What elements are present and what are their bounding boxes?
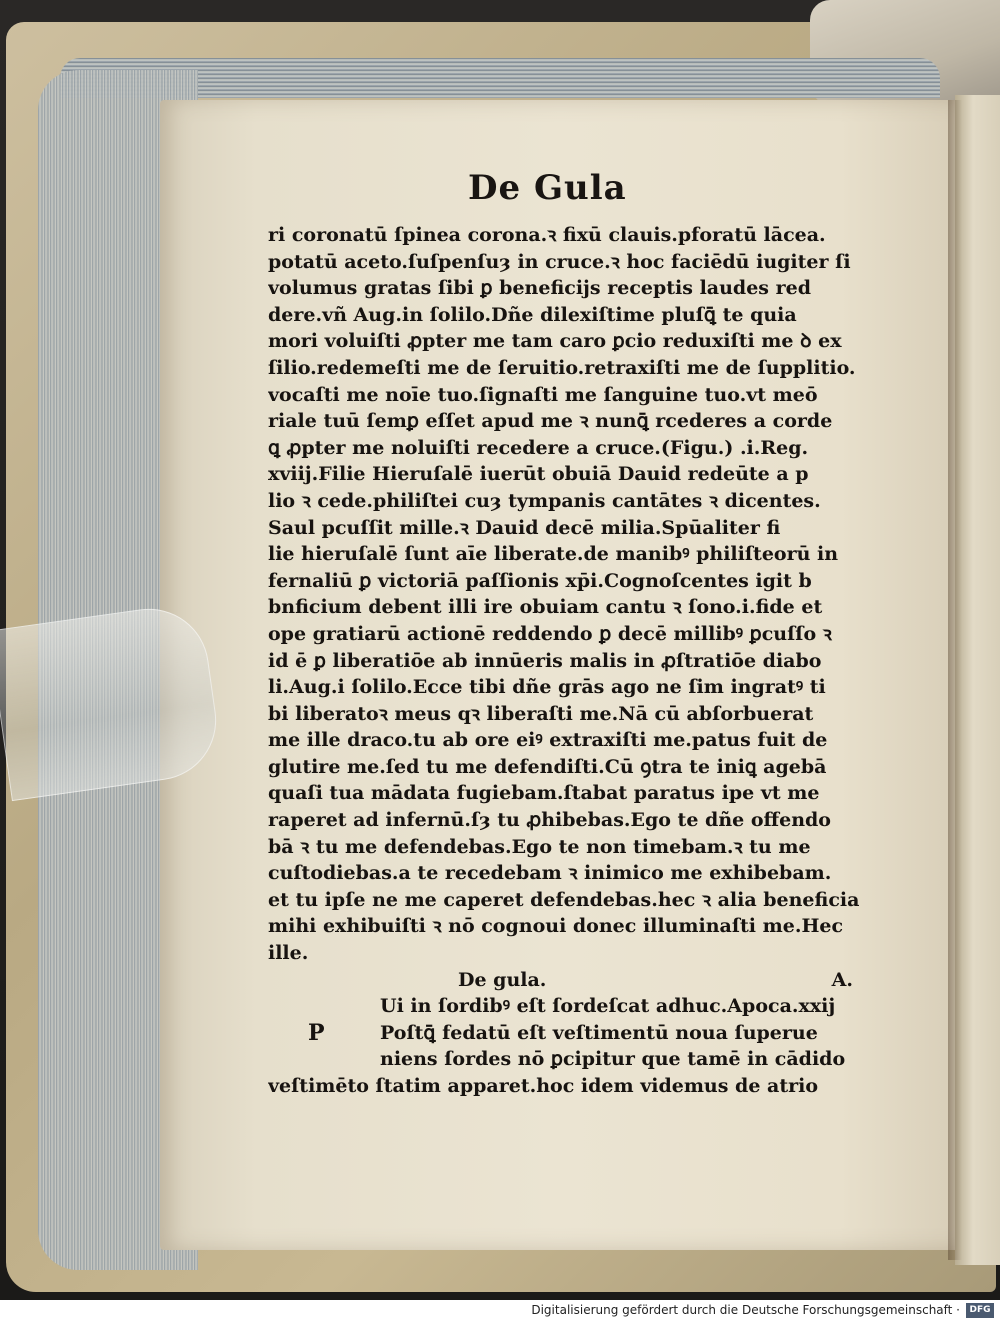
page-text xyxy=(268,222,873,1100)
text-line: volumus gratas ſibi ꝑ beneficijs receptis laudes red xyxy=(268,277,811,300)
text-line: bā ꝛ tu me defendebas.Ego te non timebam.ꝛ tu me xyxy=(268,835,811,858)
text-line: glutire me.ſed tu me defendiſti.Cū ꝯtra te iniꝗ agebā xyxy=(268,755,827,778)
text-line: bnficium debent illi ire obuiam cantu ꝛ ſono.i.fide et xyxy=(268,596,823,619)
text-line: ope gratiarū actionē reddendo ꝑ decē millibꝰ ꝑcuſſo ꝛ xyxy=(268,622,832,645)
text-line: fernaliū ꝑ victoriā paſſionis xp̄i.Cognoſcentes igit b xyxy=(268,569,812,592)
text-line: vocaſti me noīe tuo.ſignaſti me ſanguine tuo.vt meō xyxy=(268,383,818,406)
section-marker: A. xyxy=(831,968,853,991)
text-line: id ē ꝑ liberatiōe ab innūeris malis in ꝓſtratiōe diabo xyxy=(268,649,822,672)
text-line: dere.vñ Aug.in ſolilo.Dñe dilexiſtime pluſꝗ̄ te quia xyxy=(268,303,797,326)
text-line: quaſi tua mādata fugiebam.ſtabat paratus ipe vt me xyxy=(268,782,820,805)
text-line: lie hieruſalē ſunt aīe liberate.de manibꝰ philiſteorū in xyxy=(268,543,839,566)
running-head: De Gula xyxy=(468,168,627,208)
text-line: li.Aug.i ſolilo.Ecce tibi dñe grās ago ne ſim ingratꝰ ti xyxy=(268,676,826,699)
section-line xyxy=(268,1020,873,1047)
text-line: cuſtodiebas.a te recedebam ꝛ inimico me exhibebam. xyxy=(268,862,832,885)
text-line: ꝗ ꝓpter me noluiſti recedere a cruce.(Figu.) .i.Reg. xyxy=(268,436,809,459)
text-line: Saul pcuſſit mille.ꝛ Dauid decē milia.Spūaliter fi xyxy=(268,516,781,539)
text-line: raperet ad infernū.ſȝ tu ꝓhibebas.Ego te dñe offendo xyxy=(268,809,831,832)
main-text-lines xyxy=(268,222,873,967)
text-line: ille. xyxy=(268,942,309,965)
text-line: potatū aceto.ſuſpenſuȝ in cruce.ꝛ hoc faciēdū iugiter ſi xyxy=(268,250,851,273)
text-line: ri coronatū ſpinea corona.ꝛ fixū clauis.pforatū lācea. xyxy=(268,224,826,246)
initial-letter: P xyxy=(308,1019,325,1046)
text-line: mori voluiſti ꝓpter me tam caro ꝑcio reduxiſti me ꝺ ex xyxy=(268,330,842,353)
footer-credit: Digitalisierung gefördert durch die Deutsche Forschungsgemeinschaft · xyxy=(531,1303,960,1317)
section-title: De gula. xyxy=(458,968,547,991)
section-line: niens ſordes nō ꝑcipitur que tamē in cādido xyxy=(380,1048,846,1071)
section-line-text: Poſtꝗ̄ fedatū eſt veſtimentū noua ſuperue xyxy=(380,1021,818,1044)
section-line: Ui in ſordibꝰ eſt ſordeſcat adhuc.Apoca.xxij xyxy=(380,995,836,1018)
text-line: mihi exhibuiſti ꝛ nō cognoui donec illuminaſti me.Hec xyxy=(268,915,844,938)
text-line: riale tuū ſemꝑ eſſet apud me ꝛ nunꝗ̄ rcederes a corde xyxy=(268,410,833,433)
text-line: me ille draco.tu ab ore eiꝰ extraxiſti me.patus fuit de xyxy=(268,729,828,752)
page-gutter xyxy=(948,100,962,1260)
text-line: ſilio.redemeſti me de ſeruitio.retraxiſti me de ſupplitio. xyxy=(268,356,856,379)
section-heading xyxy=(268,967,873,994)
text-line: bi liberatoꝛ meus qꝛ liberaſti me.Nā cū abſorbuerat xyxy=(268,702,814,725)
text-line: lio ꝛ cede.philiſtei cuȝ tympanis cantātes ꝛ dicentes. xyxy=(268,489,821,512)
text-line: et tu ipſe ne me caperet defendebas.hec ꝛ alia beneficia xyxy=(268,888,860,911)
dfg-logo-icon: DFG xyxy=(966,1303,994,1318)
text-line: xviij.Filie Hieruſalē iuerūt obuiā Dauid redeūte a p xyxy=(268,463,809,486)
section-line: veſtimēto ſtatim apparet.hoc idem videmus de atrio xyxy=(268,1075,819,1097)
